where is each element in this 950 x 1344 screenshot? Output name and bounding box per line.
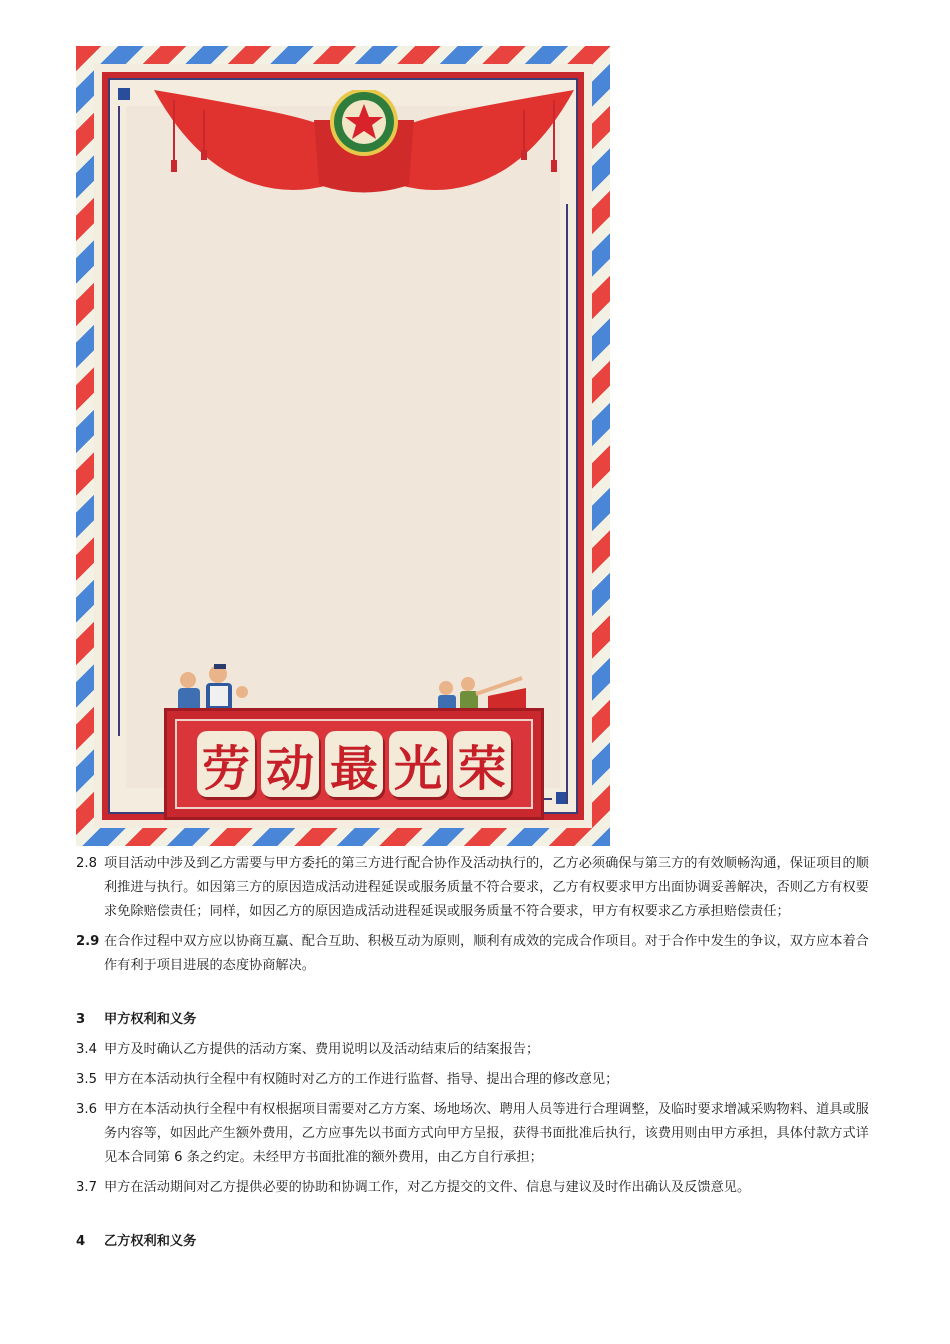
clause-number: 3.6 — [76, 1102, 97, 1117]
clause-3-7 — [76, 1176, 882, 1200]
banner-char: 最 — [325, 731, 383, 797]
clause-number: 3.7 — [76, 1180, 97, 1195]
clause-text: 甲方及时确认乙方提供的活动方案、费用说明以及活动结束后的结案报告； — [104, 1042, 540, 1057]
banner-char: 光 — [389, 731, 447, 797]
curtain-star-emblem — [154, 90, 574, 240]
slogan-banner — [164, 708, 544, 820]
clause-3-6 — [76, 1098, 882, 1170]
document-body — [76, 852, 882, 1254]
clause-text: 甲方在本活动执行全程中有权根据项目需要对乙方方案、场地场次、聘用人员等进行合理调整，及临时要求增减采购物料、道具或服务内容等，如因此产生额外费用，乙方应事先以书面方式向甲方呈报，获得书面批准后执行，该费用则由甲方承担，具体付款方式详见本合同第 6 条之约定。未经甲方书面批准的额外费用，由乙方自行承担； — [104, 1102, 869, 1165]
heading-number: 4 — [76, 1234, 86, 1249]
poster-background — [94, 64, 592, 828]
clause-text: 甲方在本活动执行全程中有权随时对乙方的工作进行监督、指导、提出合理的修改意见； — [104, 1072, 619, 1087]
workers-figures-left — [166, 662, 256, 714]
banner-char: 劳 — [197, 731, 255, 797]
spacer — [76, 1200, 882, 1230]
heading-number: 3 — [76, 1012, 86, 1027]
clause-number: 2.9 — [76, 934, 100, 949]
clause-number: 2.8 — [76, 856, 97, 871]
clause-2-9 — [76, 930, 882, 978]
heading-title: 乙方权利和义务 — [104, 1234, 197, 1249]
curtain-graphic — [154, 90, 574, 240]
spacer — [76, 978, 882, 1008]
corner-square-top-left — [118, 88, 130, 100]
workers-left-graphic — [166, 662, 256, 714]
clause-2-8 — [76, 852, 882, 924]
clause-text: 项目活动中涉及到乙方需要与甲方委托的第三方进行配合协作及活动执行的，乙方必须确保与第三方的有效顺畅沟通，保证项目的顺利推进与执行。如因第三方的原因造成活动进程延误或服务质量不符合要求，乙方有权要求甲方出面协调妥善解决，否则乙方有权要求免除赔偿责任；同样，如因乙方的原因造成活动进程延误或服务质量不符合要求，甲方有权要求乙方承担赔偿责任； — [104, 856, 869, 919]
heading-title: 甲方权利和义务 — [104, 1012, 197, 1027]
section-heading-3 — [76, 1008, 882, 1032]
section-heading-4 — [76, 1230, 882, 1254]
clause-3-4 — [76, 1038, 882, 1062]
slogan-banner-inner — [175, 719, 533, 809]
clause-number: 3.5 — [76, 1072, 97, 1087]
clause-text: 甲方在活动期间对乙方提供必要的协助和协调工作，对乙方提交的文件、信息与建议及时作出确认及反馈意见。 — [104, 1180, 751, 1195]
clause-text: 在合作过程中双方应以协商互赢、配合互助、积极互动为原则，顺利有成效的完成合作项目。对于合作中发生的争议，双方应本着合作有利于项目进展的态度协商解决。 — [104, 934, 869, 973]
clause-number: 3.4 — [76, 1042, 97, 1057]
right-decor-line — [566, 204, 568, 804]
clause-3-5 — [76, 1068, 882, 1092]
banner-char: 荣 — [453, 731, 511, 797]
left-decor-line — [118, 106, 120, 736]
banner-char: 动 — [261, 731, 319, 797]
poster-image — [76, 46, 610, 846]
